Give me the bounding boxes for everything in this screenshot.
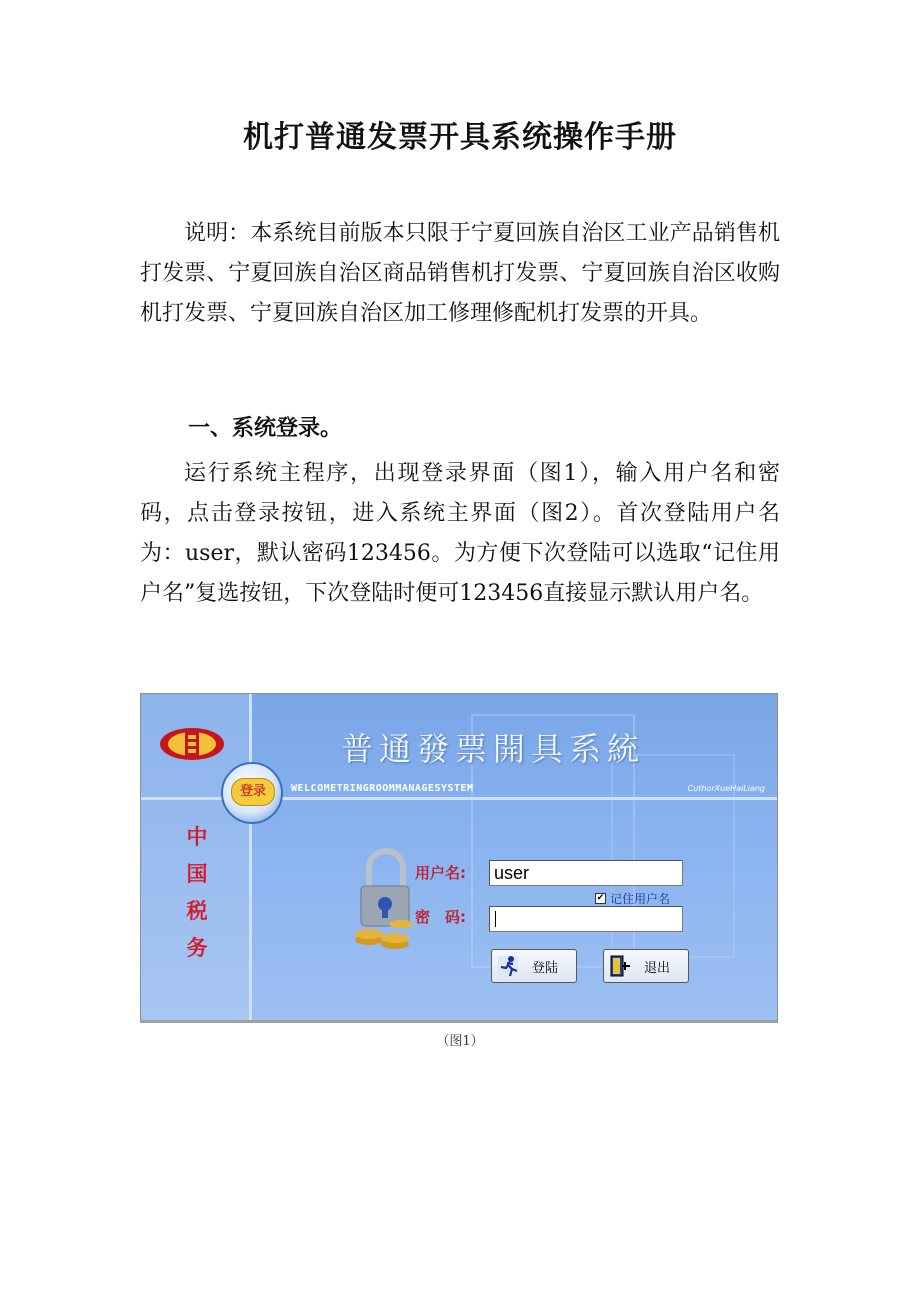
author-credit: CuthorXueHaiLiang [687,784,765,793]
username-label: 用户名: [415,864,466,882]
exit-button-label: 退出 [644,960,671,976]
system-title: 普通發票開具系統 [341,730,646,768]
vertical-char: 税 [186,898,208,923]
running-man-icon [496,953,522,979]
exit-button[interactable] [603,949,689,983]
password-label: 密 码: [415,908,466,926]
system-subtitle: WELCOMETRINGROOMMANAGESYSTEM [291,783,474,794]
padlock-coins-icon [351,844,421,954]
text-cursor [495,911,496,927]
vertical-char: 务 [186,935,208,960]
remember-username-label: 记住用户名 [610,892,671,906]
password-input[interactable] [489,906,683,932]
login-screenshot [140,693,778,1023]
vertical-char: 中 [186,824,208,849]
login-button-label: 登陆 [532,960,559,976]
vertical-char: 国 [186,861,208,886]
figure-caption: （图1） [436,1034,484,1049]
login-badge [221,762,283,824]
note-paragraph: 说明：本系统目前版本只限于宁夏回族自治区工业产品销售机打发票、宁夏回族自治区商品销售机打发票、宁夏回族自治区收购机打发票、宁夏回族自治区加工修理修配机打发票的开具。 [140,221,780,326]
divider-vertical [249,694,252,1020]
login-button[interactable] [491,949,577,983]
section-heading: 一、系统登录。 [188,415,343,441]
tax-emblem-icon [159,726,225,762]
section-body: 运行系统主程序，出现登录界面（图1），输入用户名和密码，点击登录按钮，进入系统主界面（图2）。首次登陆用户名为：user，默认密码123456。为方便下次登陆可以选取“记住用户名”复选按钮，下次登陆时便可123456直接显示默认用户名。 [140,461,780,606]
remember-username-checkbox[interactable] [595,890,670,907]
exit-door-icon [608,953,634,979]
checkbox-check-icon[interactable]: ✔ [596,893,605,903]
username-input[interactable]: user [489,860,683,886]
document-title: 机打普通发票开具系统操作手册 [243,120,677,155]
china-tax-vertical-text [185,818,209,966]
login-badge-label: 登录 [231,778,275,806]
